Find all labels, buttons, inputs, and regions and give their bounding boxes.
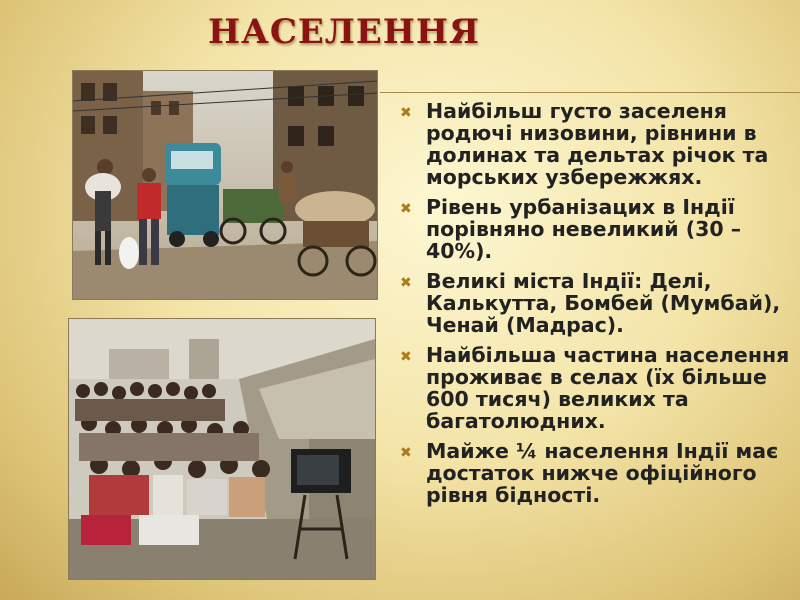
bullet-text: Великі міста Індії: Делі, Калькутта, Бомбей (Мумбай), Ченай (Мадрас). [426,269,781,337]
bullet-item [396,440,791,506]
bullet-text: Рівень урбанізацих в Індії порівняно невеликий (30 – 40%). [426,195,742,263]
bullet-text: Найбільш густо заселеня родючі низовини, рівнини в долинах та дельтах річок та морських узбережжях. [426,99,769,189]
bullet-item [396,344,791,432]
bullet-item [396,196,791,262]
slide-title: НАСЕЛЕННЯ [208,12,481,52]
bullet-text: Найбільша частина населення проживає в селах (їх більше 600 тисяч) великих та багатолюдних. [426,343,790,433]
bullet-text: Майже ¼ населення Індії має достаток нижче офіційного рівня бідності. [426,439,779,507]
bullet-item [396,100,791,188]
bullet-list [396,100,791,514]
x-mark-bullet-icon: ✖ [400,445,412,461]
x-mark-bullet-icon: ✖ [400,201,412,217]
header-divider [380,92,800,93]
x-mark-bullet-icon: ✖ [400,105,412,121]
crowd-tents-photo [68,318,376,580]
x-mark-bullet-icon: ✖ [400,349,412,365]
x-mark-bullet-icon: ✖ [400,275,412,291]
bullet-item [396,270,791,336]
street-scene-photo [72,70,378,300]
